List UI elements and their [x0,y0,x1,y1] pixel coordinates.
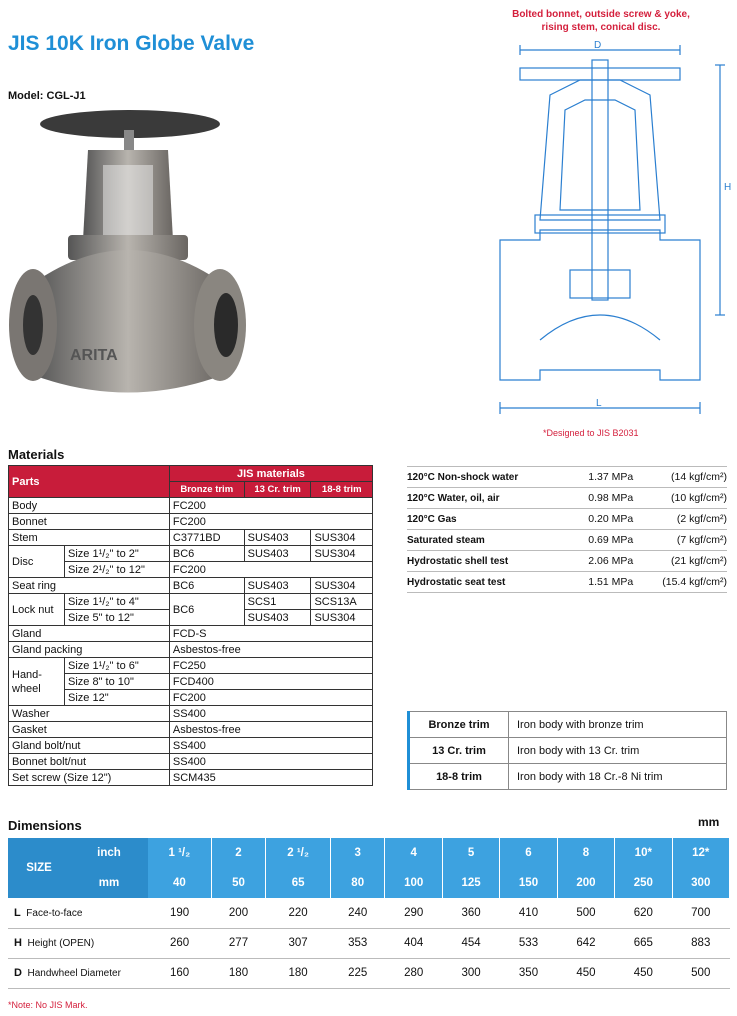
dimension-cell: 533 [500,928,557,958]
valve-photo [8,110,248,420]
table-row: Gasket Asbestos-free [9,722,373,738]
model-label: Model: CGL-J1 [8,90,86,102]
pressure-label: Saturated steam [407,530,568,551]
dimension-row [8,928,730,958]
dimension-cell: 180 [211,958,266,988]
pressure-kgf: (21 kgf/cm²) [633,551,727,572]
pressure-row [407,551,727,572]
dimension-cell: 300 [442,958,499,988]
dimension-cell: 450 [557,958,614,988]
dimensions-heading: Dimensions [8,818,82,833]
pressure-kgf: (15.4 kgf/cm²) [633,572,727,593]
pressure-kgf: (7 kgf/cm²) [633,530,727,551]
pressure-kgf: (10 kgf/cm²) [633,488,727,509]
valve-drawing [480,40,730,420]
mm-cell: 50 [211,868,266,898]
pressure-label: 120°C Non-shock water [407,467,568,488]
dimension-cell: 240 [330,898,385,928]
pressure-mpa: 0.20 MPa [568,509,633,530]
trim-desc: Iron body with 13 Cr. trim [509,738,727,764]
trim-row [409,738,727,764]
trim-key: 13 Cr. trim [409,738,509,764]
table-row: Gland FCD-S [9,626,373,642]
dimension-cell: 883 [672,928,729,958]
pressure-label: Hydrostatic seat test [407,572,568,593]
dimension-cell: 220 [266,898,331,928]
dimension-cell: 277 [211,928,266,958]
dimension-name: Handwheel Diameter [27,968,121,979]
dimension-key: D [14,967,22,979]
parts-header: Parts [9,466,170,498]
dimension-cell: 225 [330,958,385,988]
table-row: Gland packing Asbestos-free [9,642,373,658]
pressure-mpa: 2.06 MPa [568,551,633,572]
mm-cell: 65 [266,868,331,898]
mm-cell: 80 [330,868,385,898]
table-row: Size 2¹/₂" to 12" FC200 [9,562,373,578]
dim-l-label: L [596,398,602,409]
dimension-row [8,958,730,988]
table-row: Lock nut Size 1¹/₂" to 4" BC6 SCS1 SCS13A [9,594,373,610]
mm-cell: 300 [672,868,729,898]
trim-desc: Iron body with 18 Cr.-8 Ni trim [509,764,727,790]
table-row: Washer SS400 [9,706,373,722]
trim-key: 18-8 trim [409,764,509,790]
table-row: Set screw (Size 12") SCM435 [9,770,373,786]
trim-desc: Iron body with bronze trim [509,712,727,738]
dimension-cell: 642 [557,928,614,958]
page-title: JIS 10K Iron Globe Valve [8,32,255,55]
table-row: Seat ring BC6 SUS403 SUS304 [9,578,373,594]
pressure-mpa: 0.98 MPa [568,488,633,509]
dimension-cell: 404 [385,928,442,958]
table-row: Disc Size 1¹/₂" to 2" BC6 SUS403 SUS304 [9,546,373,562]
dimension-cell: 500 [672,958,729,988]
dimension-cell: 700 [672,898,729,928]
mm-label: mm [70,868,148,898]
table-row: Stem C3771BD SUS403 SUS304 [9,530,373,546]
inch-cell: 6 [500,838,557,868]
dimension-cell: 350 [500,958,557,988]
table-row: Size 8" to 10" FCD400 [9,674,373,690]
trim-key: Bronze trim [409,712,509,738]
dimension-cell: 180 [266,958,331,988]
mm-cell: 100 [385,868,442,898]
table-row: Body FC200 [9,498,373,514]
pressure-mpa: 0.69 MPa [568,530,633,551]
trim-row [409,712,727,738]
table-row: Gland bolt/nut SS400 [9,738,373,754]
pressure-row [407,488,727,509]
dimension-cell: 500 [557,898,614,928]
dimensions-table [8,838,730,989]
inch-cell: 12* [672,838,729,868]
inch-cell: 4 [385,838,442,868]
dim-h-label: H [724,182,732,193]
inch-cell: 10* [615,838,672,868]
inch-cell: 2 ¹/₂ [266,838,331,868]
pressure-row [407,467,727,488]
pressure-kgf: (14 kgf/cm²) [633,467,727,488]
mm-cell: 200 [557,868,614,898]
dimension-name: Face-to-face [26,907,83,919]
size-label: SIZE [8,838,70,898]
dimension-cell: 454 [442,928,499,958]
inch-cell: 5 [442,838,499,868]
dimension-key: L [14,906,21,919]
dimension-row-label [8,928,148,958]
unit-label: mm [698,815,720,829]
mm-cell: 150 [500,868,557,898]
pressure-table [407,466,727,593]
dimension-row-label [8,958,148,988]
dimension-cell: 280 [385,958,442,988]
dimension-cell: 200 [211,898,266,928]
inch-cell: 1 ¹/₂ [148,838,211,868]
pressure-label: Hydrostatic shell test [407,551,568,572]
trim-table [407,711,727,790]
pressure-mpa: 1.51 MPa [568,572,633,593]
caption-line-2: rising stem, conical disc. [541,22,661,33]
pressure-row [407,572,727,593]
dimension-cell: 620 [615,898,672,928]
pressure-row [407,530,727,551]
caption-line-1: Bolted bonnet, outside screw & yoke, [512,9,690,20]
dimension-cell: 260 [148,928,211,958]
designed-note: *Designed to JIS B2031 [543,428,639,438]
materials-table [8,465,373,786]
pressure-label: 120°C Gas [407,509,568,530]
table-row: Bonnet bolt/nut SS400 [9,754,373,770]
mm-cell: 250 [615,868,672,898]
mm-cell: 125 [442,868,499,898]
table-row: Size 12" FC200 [9,690,373,706]
dim-d-label: D [594,40,602,51]
mm-cell: 40 [148,868,211,898]
dimension-cell: 353 [330,928,385,958]
inch-cell: 8 [557,838,614,868]
dimension-cell: 410 [500,898,557,928]
dimension-row [8,898,730,928]
col-13cr: 13 Cr. trim [244,482,311,498]
dimension-cell: 307 [266,928,331,958]
pressure-row [407,509,727,530]
col-188: 18-8 trim [311,482,373,498]
materials-heading: Materials [8,447,65,462]
arita-mark: ARITA [70,347,118,364]
pressure-kgf: (2 kgf/cm²) [633,509,727,530]
inch-cell: 2 [211,838,266,868]
inch-cell: 3 [330,838,385,868]
dimension-name: Height (OPEN) [27,938,95,949]
valve-caption [476,8,726,34]
dimension-cell: 290 [385,898,442,928]
table-row: Bonnet FC200 [9,514,373,530]
dimension-key: H [14,937,22,949]
dimension-cell: 450 [615,958,672,988]
dimension-cell: 190 [148,898,211,928]
jis-header: JIS materials [169,466,372,482]
inch-label: inch [70,838,148,868]
table-row: Size 5" to 12" SUS403 SUS304 [9,610,373,626]
dimension-cell: 360 [442,898,499,928]
footnote: *Note: No JIS Mark. [8,1000,88,1010]
pressure-label: 120°C Water, oil, air [407,488,568,509]
table-row: Hand-wheel Size 1¹/₂" to 6" FC250 [9,658,373,674]
pressure-mpa: 1.37 MPa [568,467,633,488]
dimension-cell: 665 [615,928,672,958]
trim-row [409,764,727,790]
dimension-cell: 160 [148,958,211,988]
col-bronze: Bronze trim [169,482,244,498]
dimension-row-label [8,898,148,928]
